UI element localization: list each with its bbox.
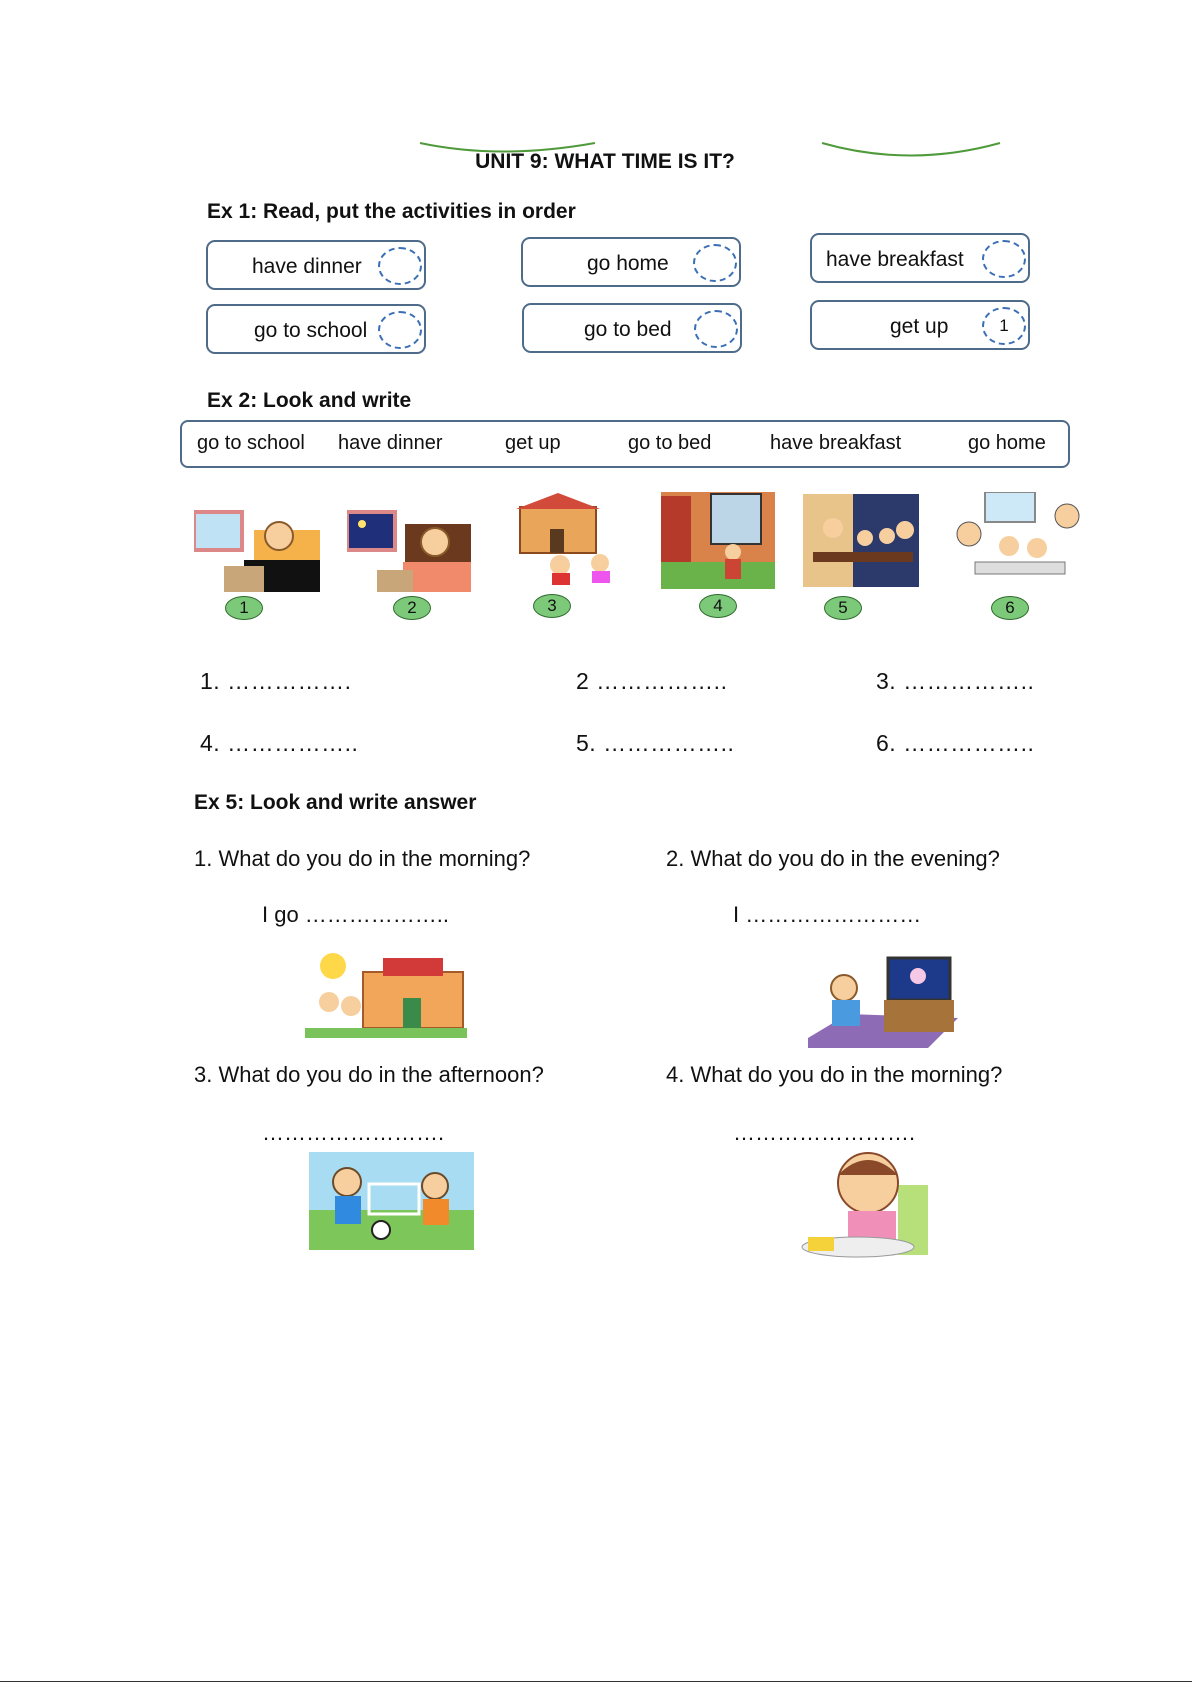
word-bank-item: go to bed — [628, 432, 712, 454]
ex2-heading: Ex 2: Look and write — [207, 389, 412, 412]
ex5-heading: Ex 5: Look and write answer — [194, 791, 477, 814]
picture-go-to-school — [512, 493, 620, 585]
picture-watch-tv — [808, 948, 958, 1048]
picture-number-badge: 6 — [991, 596, 1029, 620]
ex2-word-bank — [180, 420, 1070, 468]
ex1-order-slot[interactable]: 1 — [982, 307, 1026, 345]
ex5-answer-3[interactable]: ……………………. — [262, 1120, 445, 1145]
ex5-question-1: 1. What do you do in the morning? — [194, 846, 531, 871]
picture-have-dinner — [803, 494, 919, 587]
picture-school — [305, 948, 467, 1038]
ex1-box-get-up — [810, 300, 1030, 350]
ex2-answer-line-1[interactable]: 1. ……………. — [200, 668, 352, 694]
ex5-answer-4[interactable]: ……………………. — [733, 1120, 916, 1145]
ex1-order-slot[interactable] — [693, 244, 737, 282]
ex1-order-slot[interactable] — [378, 247, 422, 285]
word-bank-item: go to school — [197, 432, 305, 454]
picture-go-home — [661, 492, 775, 589]
ex1-order-slot[interactable] — [378, 311, 422, 349]
ex1-box-go-to-bed — [522, 303, 742, 353]
ex5-answer-2[interactable]: I …………………… — [733, 902, 922, 927]
ex1-box-label: go home — [587, 252, 669, 275]
page-title: UNIT 9: WHAT TIME IS IT? — [475, 150, 735, 173]
ex1-box-label: go to school — [254, 319, 368, 342]
picture-number-badge: 3 — [533, 594, 571, 618]
picture-number-badge: 4 — [699, 594, 737, 618]
ex5-question-2: 2. What do you do in the evening? — [666, 846, 1000, 871]
ex2-answer-line-2[interactable]: 2 …………….. — [576, 668, 728, 694]
picture-have-breakfast — [955, 492, 1082, 588]
word-bank-item: have dinner — [338, 432, 443, 454]
ex2-answer-line-5[interactable]: 5. …………….. — [576, 730, 735, 756]
picture-number-badge: 2 — [393, 596, 431, 620]
picture-number-badge: 5 — [824, 596, 862, 620]
word-bank-item: have breakfast — [770, 432, 902, 454]
ex1-box-have-dinner — [206, 240, 426, 290]
ex5-question-4: 4. What do you do in the morning? — [666, 1062, 1003, 1087]
picture-get-up — [194, 510, 322, 592]
word-bank-item: go home — [968, 432, 1046, 454]
page-bottom-rule — [0, 1681, 1192, 1682]
ex2-answer-line-4[interactable]: 4. …………….. — [200, 730, 359, 756]
ex1-heading: Ex 1: Read, put the activities in order — [207, 200, 576, 223]
ex2-answer-line-3[interactable]: 3. …………….. — [876, 668, 1035, 694]
ex1-box-go-to-school — [206, 304, 426, 354]
ex1-order-slot[interactable] — [982, 240, 1026, 278]
picture-play-football — [309, 1152, 474, 1250]
word-bank-item: get up — [505, 432, 561, 454]
ex1-order-slot[interactable] — [694, 310, 738, 348]
ex1-box-have-breakfast — [810, 233, 1030, 283]
ex5-question-3: 3. What do you do in the afternoon? — [194, 1062, 544, 1087]
ex1-box-label: have breakfast — [826, 248, 964, 271]
ex2-answer-line-6[interactable]: 6. …………….. — [876, 730, 1035, 756]
ex5-answer-1[interactable]: I go ……………….. — [262, 902, 450, 927]
ex1-box-go-home — [521, 237, 741, 287]
ex1-box-label: have dinner — [252, 255, 362, 278]
ex1-box-label: get up — [890, 315, 949, 338]
picture-eat-breakfast — [798, 1145, 938, 1263]
picture-number-badge: 1 — [225, 596, 263, 620]
picture-go-to-bed — [347, 510, 472, 592]
ex1-box-label: go to bed — [584, 318, 672, 341]
